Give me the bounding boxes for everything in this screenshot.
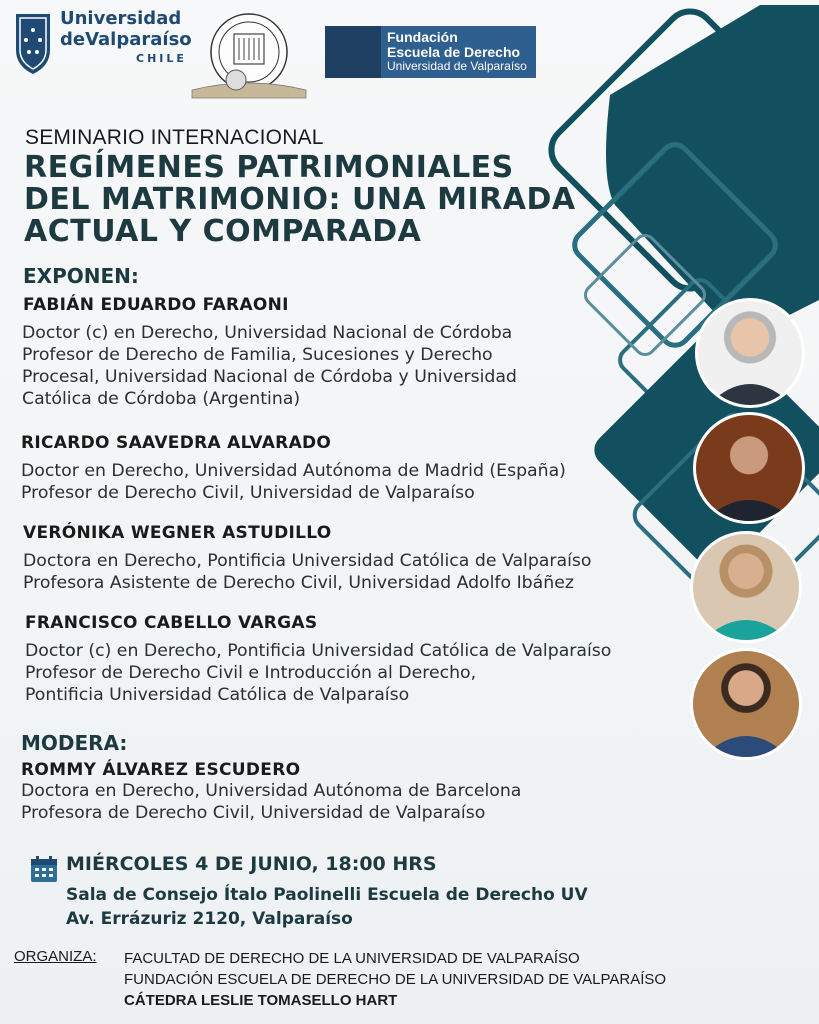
speaker-description: [22, 322, 517, 410]
uv-shield-icon: [12, 10, 54, 76]
speaker-photo: [695, 298, 805, 408]
description-line: Pontificia Universidad Católica de Valparaíso: [25, 685, 410, 705]
seminar-title: [24, 152, 576, 248]
title-line: ACTUAL Y COMPARADA: [24, 214, 422, 249]
fundacion-logo: [325, 26, 536, 78]
moderator-name: ROMMY ÁLVAREZ ESCUDERO: [21, 760, 301, 780]
description-line: Doctor (c) en Derecho, Universidad Nacional de Córdoba: [22, 323, 513, 343]
description-line: Católica de Córdoba (Argentina): [22, 389, 301, 409]
uv-logo: [12, 10, 192, 76]
title-line: DEL MATRIMONIO: UNA MIRADA: [24, 182, 576, 217]
description-line: Profesor de Derecho Civil, Universidad de Valparaíso: [21, 483, 475, 503]
speaker-photo: [690, 531, 802, 643]
uv-logo-line2: deValparaíso: [60, 29, 192, 50]
event-venue: [66, 883, 588, 931]
modera-label: MODERA:: [21, 731, 128, 755]
description-line: Doctor en Derecho, Universidad Autónoma de Madrid (España): [21, 461, 566, 481]
exponen-label: EXPONEN:: [23, 264, 139, 288]
fundacion-building-image: [325, 26, 381, 78]
organiza-label: ORGANIZA:: [14, 948, 97, 965]
uv-logo-line1: Universidad: [60, 8, 182, 29]
speaker-description: [21, 460, 566, 504]
description-line: Profesora de Derecho Civil, Universidad de Valparaíso: [21, 803, 486, 823]
calendar-icon: [30, 855, 58, 883]
moderator-description: [21, 780, 521, 824]
uv-logo-line3: CHILE: [136, 52, 187, 65]
description-line: Doctora en Derecho, Universidad Autónoma de Barcelona: [21, 781, 522, 801]
fundacion-line2: Escuela de Derecho: [387, 43, 521, 60]
speaker-name: RICARDO SAAVEDRA ALVARADO: [21, 433, 332, 453]
faculty-seal: [190, 10, 308, 106]
speaker-name: VERÓNIKA WEGNER ASTUDILLO: [23, 523, 332, 543]
organizer-line: CÁTEDRA LESLIE TOMASELLO HART: [124, 992, 398, 1009]
venue-line: Av. Errázuriz 2120, Valparaíso: [66, 909, 353, 929]
organizer-line: FUNDACIÓN ESCUELA DE DERECHO DE LA UNIVERSIDAD DE VALPARAÍSO: [124, 971, 667, 988]
fundacion-line3: Universidad de Valparaíso: [387, 59, 527, 74]
description-line: Profesor de Derecho Civil e Introducción al Derecho,: [25, 663, 477, 683]
speaker-name: FABIÁN EDUARDO FARAONI: [23, 295, 289, 315]
speaker-photo: [690, 648, 802, 760]
speaker-description: [25, 640, 611, 706]
seminar-subtitle: SEMINARIO INTERNACIONAL: [25, 126, 324, 149]
description-line: Profesor de Derecho de Familia, Sucesiones y Derecho: [22, 345, 493, 365]
organizers: [124, 948, 666, 1011]
person-silhouette-icon: [696, 415, 802, 521]
description-line: Doctor (c) en Derecho, Pontificia Universidad Católica de Valparaíso: [25, 641, 612, 661]
description-line: Doctora en Derecho, Pontificia Universidad Católica de Valparaíso: [23, 551, 592, 571]
description-line: Procesal, Universidad Nacional de Córdoba y Universidad: [22, 367, 517, 387]
title-line: REGÍMENES PATRIMONIALES: [24, 150, 514, 185]
speaker-name: FRANCISCO CABELLO VARGAS: [25, 613, 318, 633]
venue-line: Sala de Consejo Ítalo Paolinelli Escuela de Derecho UV: [66, 885, 588, 905]
faculty-seal-icon: [190, 10, 308, 102]
person-silhouette-icon: [698, 301, 802, 405]
person-silhouette-icon: [693, 651, 799, 757]
organizer-line: FACULTAD DE DERECHO DE LA UNIVERSIDAD DE VALPARAÍSO: [124, 950, 580, 967]
person-silhouette-icon: [693, 534, 799, 640]
description-line: Profesora Asistente de Derecho Civil, Universidad Adolfo Ibáñez: [23, 573, 574, 593]
event-date: MIÉRCOLES 4 DE JUNIO, 18:00 HRS: [66, 853, 437, 875]
fundacion-line1: Fundación: [387, 29, 458, 45]
speaker-description: [23, 550, 591, 594]
speaker-photo: [693, 412, 805, 524]
